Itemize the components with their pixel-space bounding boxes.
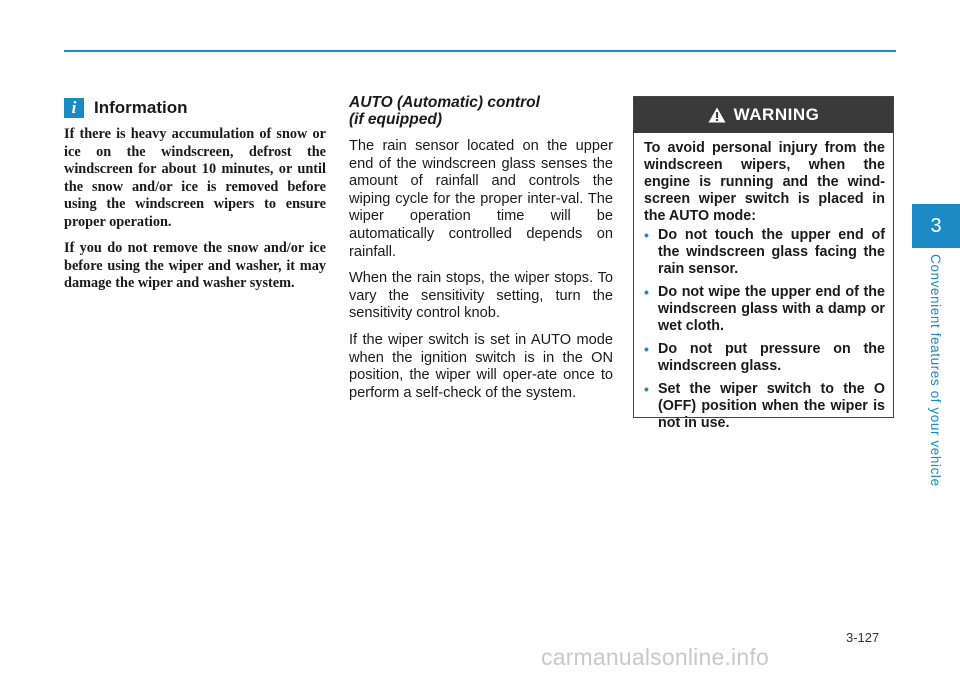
auto-control-heading	[349, 94, 613, 128]
information-paragraph: If you do not remove the snow and/or ice before using the wiper and washer, it may damage the wiper and washer system.	[64, 240, 326, 291]
auto-control-paragraph: The rain sensor located on the upper end of the windscreen glass senses the amount of rainfall and controls the wiping cycle for the proper inter-val. The wiper operation time will be automatically controlled depends on rainfall.	[349, 138, 613, 260]
warning-item-text: Do not touch the upper end of the windscreen glass facing the rain sensor.	[658, 227, 885, 277]
information-header	[64, 94, 326, 122]
auto-control-heading-line2: (if equipped)	[349, 111, 442, 128]
warning-item-text: Do not put pressure on the windscreen glass.	[658, 341, 885, 374]
warning-item	[644, 381, 885, 432]
warning-item-text: Set the wiper switch to the O (OFF) position when the wiper is not in use.	[658, 381, 885, 431]
watermark: carmanualsonline.info	[541, 644, 769, 670]
bullet-icon: •	[644, 381, 649, 397]
warning-item	[644, 227, 885, 278]
warning-title: WARNING	[733, 105, 820, 124]
warning-item-text: Do not wipe the upper end of the windscreen glass with a damp or wet cloth.	[658, 284, 885, 334]
warning-intro: To avoid personal injury from the windscreen wipers, when the engine is running and the wind-screen wiper switch is placed in the AUTO mode:	[644, 140, 885, 224]
auto-control-heading-line1: AUTO (Automatic) control	[349, 94, 540, 111]
information-paragraph: If there is heavy accumulation of snow or ice on the windscreen, defrost the windscreen for about 10 minutes, or until the snow and/or ice is removed before using the windscreen wipers to ensure proper operation.	[64, 126, 326, 230]
auto-control-paragraph: When the rain stops, the wiper stops. To vary the sensitivity setting, turn the sensitivity control knob.	[349, 270, 613, 322]
warning-box	[633, 96, 894, 431]
warning-item	[644, 284, 885, 335]
bullet-icon: •	[644, 227, 649, 243]
bullet-icon: •	[644, 284, 649, 300]
warning-item	[644, 341, 885, 375]
info-i-icon: i	[64, 98, 84, 118]
chapter-number-tab: 3	[912, 204, 960, 248]
information-section	[64, 94, 326, 302]
warning-body	[634, 133, 893, 432]
header-rule	[64, 50, 896, 52]
bullet-icon: •	[644, 341, 649, 357]
page-number: 3-127	[846, 630, 880, 645]
warning-triangle-icon	[708, 107, 726, 123]
information-title: Information	[94, 98, 188, 117]
warning-list	[644, 227, 885, 432]
auto-control-paragraph: If the wiper switch is set in AUTO mode when the ignition switch is in the ON position, the wiper will oper-ate once to perform a self-check of the system.	[349, 331, 613, 401]
chapter-title: Convenient features of your vehicle	[928, 254, 943, 487]
warning-header	[634, 97, 893, 133]
auto-control-section	[349, 94, 613, 411]
